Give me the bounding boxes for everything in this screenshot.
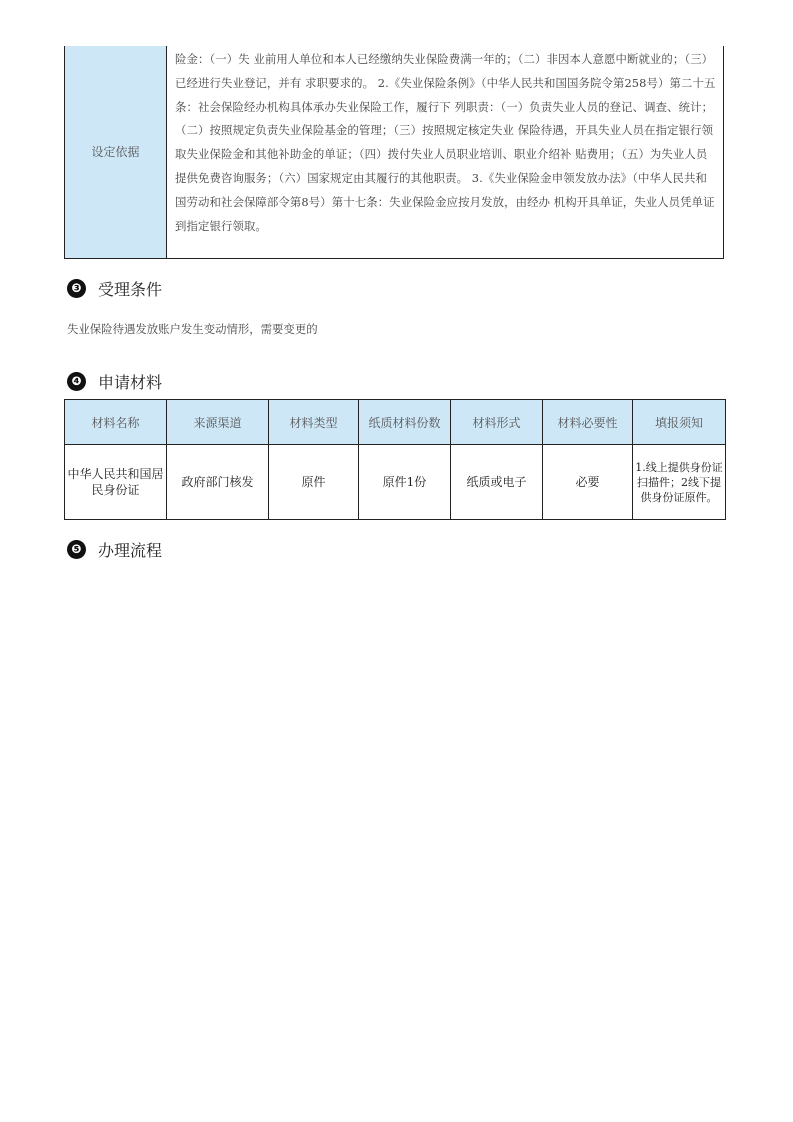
header-necessity: 材料必要性 bbox=[543, 400, 633, 445]
section-number-3-icon: ❸ bbox=[67, 279, 86, 298]
header-paper-copies: 纸质材料份数 bbox=[359, 400, 451, 445]
header-material-name: 材料名称 bbox=[65, 400, 167, 445]
cell-necessity: 必要 bbox=[543, 445, 633, 520]
legal-basis-label: 设定依据 bbox=[65, 46, 167, 258]
section-number-5-icon: ❺ bbox=[67, 540, 86, 559]
acceptance-condition-text: 失业保险待遇发放账户发生变动情形，需要变更的 bbox=[67, 322, 318, 336]
section-title: 办理流程 bbox=[98, 540, 163, 560]
cell-source-channel: 政府部门核发 bbox=[167, 445, 269, 520]
table-row bbox=[65, 445, 726, 520]
section-application-materials bbox=[67, 370, 162, 392]
section-title: 申请材料 bbox=[98, 372, 163, 392]
cell-paper-copies: 原件1份 bbox=[359, 445, 451, 520]
header-material-type: 材料类型 bbox=[269, 400, 359, 445]
section-number-4-icon: ❹ bbox=[67, 372, 86, 391]
section-acceptance-conditions bbox=[67, 277, 162, 299]
legal-basis-text: 险金：（一）失 业前用人单位和本人已经缴纳失业保险费满一年的；（二）非因本人意愿中断就业的；（三）已经进行失业登记，并有 求职要求的。 2.《失业保险条例》（中华人民共和国国务院令第258号）第二十五条：社会保险经办机构具体承办失业保险工作，履行下 列职责：（一）负责失业人员的登记、调查、统计；（二）按照规定负责失业保险基金的管理；（三）按照规定核定失业 保险待遇，开具失业人员在指定银行领取失业保险金和其他补助金的单证；（四）拨付失业人员职业培训、职业介绍补 贴费用；（五）为失业人员提供免费咨询服务；（六）国家规定由其履行的其他职责。 3.《失业保险金申领发放办法》（中华人民共和国劳动和社会保障部令第8号）第十七条：失业保险金应按月发放，由经办 机构开具单证，失业人员凭单证到指定银行领取。 bbox=[167, 46, 724, 258]
materials-table bbox=[64, 399, 726, 520]
cell-material-name: 中华人民共和国居民身份证 bbox=[65, 445, 167, 520]
header-material-form: 材料形式 bbox=[451, 400, 543, 445]
header-source-channel: 来源渠道 bbox=[167, 400, 269, 445]
cell-material-form: 纸质或电子 bbox=[451, 445, 543, 520]
cell-material-type: 原件 bbox=[269, 445, 359, 520]
table-header-row bbox=[65, 400, 726, 445]
header-notes: 填报须知 bbox=[633, 400, 726, 445]
legal-basis-table bbox=[64, 46, 724, 259]
cell-notes: 1.线上提供身份证扫描件；2线下提供身份证原件。 bbox=[633, 445, 726, 520]
section-title: 受理条件 bbox=[98, 279, 163, 299]
section-process-flow bbox=[67, 538, 162, 560]
